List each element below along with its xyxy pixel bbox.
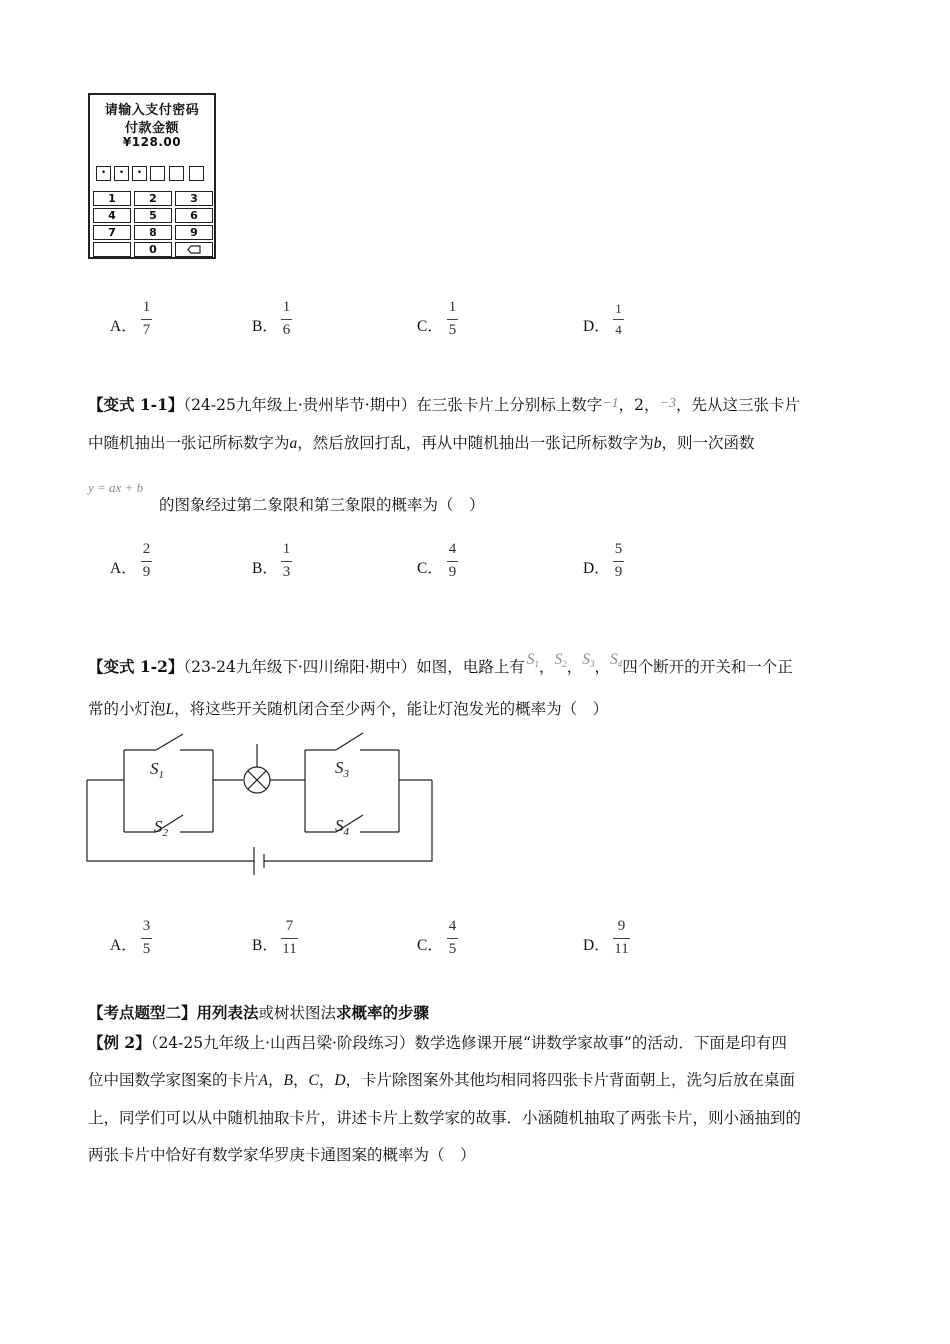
- password-digit-box: •: [132, 166, 147, 181]
- password-digit-box: [189, 166, 204, 181]
- label-s2: $S_2$: [154, 817, 168, 839]
- card-b: B: [283, 1072, 293, 1089]
- switch-index: 3: [589, 659, 595, 669]
- question-text: （24-25九年级上·贵州毕节·期中）在三张卡片上分别标上数字: [183, 396, 603, 414]
- key-3: 3: [175, 191, 213, 206]
- option-d-label: D．: [583, 560, 610, 577]
- option-d-label: D．: [583, 937, 610, 954]
- switch-letter: S: [610, 651, 618, 668]
- question-text: ，将这些开关随机闭合至少两个，能让灯泡发光的概率为（ ）: [174, 700, 609, 718]
- denominator: 4: [615, 322, 622, 337]
- key-4: 4: [93, 208, 131, 223]
- numerator: 9: [617, 918, 626, 934]
- pay-amount-label: 付款金额: [124, 121, 179, 136]
- separator: ，: [538, 658, 555, 676]
- numerator: 7: [285, 918, 294, 934]
- denominator: 5: [448, 941, 457, 957]
- question-text: 位中国数学家图案的卡片: [88, 1071, 259, 1089]
- question-text: ，然后放回打乱，再从中随机抽出一张记所标数字为: [297, 434, 654, 452]
- payment-dialog-figure: [88, 93, 216, 259]
- separator: ，: [318, 1071, 335, 1089]
- section-heading: [88, 1003, 429, 1023]
- key-2: 2: [134, 191, 172, 206]
- key-8: 8: [134, 225, 172, 240]
- variant-1-1-line2: [88, 433, 755, 454]
- option-c-label: C．: [417, 318, 443, 335]
- switch-s4: [610, 650, 622, 674]
- key-0: 0: [134, 242, 172, 257]
- separator: ，: [292, 1071, 309, 1089]
- option-c-label: C．: [417, 560, 443, 577]
- switch-s2: [554, 650, 566, 674]
- denominator: 7: [142, 322, 151, 338]
- numerator: 1: [615, 301, 622, 316]
- card-d: D: [334, 1072, 346, 1089]
- option-b-label: B．: [252, 937, 278, 954]
- option-d-label: D．: [583, 318, 610, 335]
- key-1: 1: [93, 191, 131, 206]
- key-blank: [93, 242, 131, 257]
- variable-L: L: [165, 701, 175, 718]
- option-b-fraction: [281, 541, 292, 581]
- separator: ，: [566, 658, 583, 676]
- option-b-label: B．: [252, 560, 278, 577]
- switch-index: 2: [562, 659, 567, 669]
- option-a-fraction: [141, 541, 152, 581]
- example-2-line3: 上，同学们可以从中随机抽取卡片，讲述卡片上数学家的故事．小涵随机抽取了两张卡片，则小涵抽到的: [88, 1109, 802, 1127]
- denominator: 9: [614, 564, 623, 580]
- key-9: 9: [175, 225, 213, 240]
- switch-letter: S: [554, 651, 563, 668]
- variant-1-1-line1: [88, 394, 800, 415]
- option-c-fraction: [447, 541, 458, 581]
- key-7: 7: [93, 225, 131, 240]
- numerator: 4: [448, 541, 457, 557]
- numerator: 1: [448, 299, 457, 315]
- option-b-fraction: [281, 918, 298, 958]
- option-d-fraction: [613, 918, 630, 958]
- function-formula: y = ax + b: [88, 480, 144, 495]
- variable-b: b: [653, 435, 662, 452]
- switch-s1: [527, 650, 539, 674]
- denominator: 11: [614, 941, 629, 957]
- separator: ，2，: [618, 396, 660, 414]
- question-text: 中随机抽出一张记所标数字为: [88, 434, 290, 452]
- option-b-fraction: [281, 299, 292, 339]
- separator: ，: [267, 1071, 284, 1089]
- variant-1-2-line1: [88, 650, 793, 677]
- separator: ，: [594, 658, 610, 676]
- question-text: 常的小灯泡: [88, 700, 166, 718]
- heading-part: 【考点题型二】用列表法: [88, 1003, 259, 1022]
- denominator: 6: [282, 322, 291, 338]
- label-s3: $S_3$: [335, 758, 349, 780]
- option-a-label: A．: [110, 560, 137, 577]
- number-neg1: −1: [602, 396, 619, 411]
- password-digit-box: [150, 166, 165, 181]
- variant-1-1-line3: 的图象经过第二象限和第三象限的概率为（ ）: [159, 496, 485, 514]
- question-text: （23-24九年级下·四川绵阳·期中）如图，电路上有: [183, 658, 525, 676]
- option-c-fraction: [447, 299, 458, 339]
- denominator: 5: [448, 322, 457, 338]
- numerator: 4: [448, 918, 457, 934]
- label-s1: $S_1$: [150, 759, 164, 781]
- variable-a: a: [289, 435, 298, 452]
- switch-s3: [582, 650, 594, 674]
- question-text: ，则一次函数: [661, 434, 755, 452]
- number-neg3: −3: [659, 396, 676, 411]
- pay-amount: ¥128.00: [122, 135, 182, 149]
- example-2-line1: [88, 1033, 787, 1053]
- switch-index: 1: [534, 659, 539, 669]
- key-5: 5: [134, 208, 172, 223]
- variant-tag: 【变式 1-1】: [88, 395, 184, 414]
- option-d-fraction: [613, 301, 624, 337]
- option-c-label: C．: [417, 937, 443, 954]
- denominator: 9: [142, 564, 151, 580]
- variant-tag: 【变式 1-2】: [88, 657, 184, 676]
- heading-part: 求概率的步骤: [336, 1003, 430, 1022]
- option-a-label: A．: [110, 937, 137, 954]
- heading-part: 或树状图法: [258, 1004, 337, 1022]
- question-text: ，卡片除图案外其他均相同将四张卡片背面朝上，洗匀后放在桌面: [345, 1071, 796, 1089]
- denominator: 11: [282, 941, 297, 957]
- password-digit-box: •: [114, 166, 129, 181]
- option-a-fraction: [141, 918, 152, 958]
- password-digit-box: •: [96, 166, 111, 181]
- example-tag: 【例 2】: [88, 1033, 151, 1052]
- example-2-line2: [88, 1070, 795, 1091]
- denominator: 5: [142, 941, 151, 957]
- numerator: 3: [142, 918, 151, 934]
- option-a-label: A．: [110, 318, 137, 335]
- switch-letter: S: [526, 651, 535, 668]
- card-a: A: [258, 1072, 268, 1089]
- card-c: C: [308, 1072, 319, 1089]
- numerator: 1: [282, 541, 291, 557]
- question-text: （24-25九年级上·山西吕梁·阶段练习）数学选修课开展“讲数学家故事”的活动．下面是印有四: [150, 1034, 787, 1052]
- denominator: 3: [282, 564, 291, 580]
- backspace-icon: [187, 245, 201, 254]
- pay-title: 请输入支付密码: [104, 103, 200, 118]
- example-2-line4: 两张卡片中恰好有数学家华罗庚卡通图案的概率为（ ）: [88, 1146, 476, 1164]
- switch-letter: S: [582, 651, 590, 668]
- label-s4: $S_4$: [335, 816, 349, 838]
- option-b-label: B．: [252, 318, 278, 335]
- numerator: 2: [142, 541, 151, 557]
- numerator: 5: [614, 541, 623, 557]
- numerator: 1: [282, 299, 291, 315]
- option-d-fraction: [613, 541, 624, 581]
- option-c-fraction: [447, 918, 458, 958]
- circuit-diagram: [80, 728, 440, 888]
- key-6: 6: [175, 208, 213, 223]
- switch-index: 4: [617, 659, 623, 669]
- key-backspace: [175, 242, 213, 257]
- numerator: 1: [142, 299, 151, 315]
- password-digit-box: [169, 166, 184, 181]
- variant-1-2-line2: [88, 699, 608, 720]
- question-text: 四个断开的开关和一个正: [622, 658, 793, 676]
- option-a-fraction: [141, 299, 152, 339]
- question-text: ，先从这三张卡片: [675, 396, 800, 414]
- denominator: 9: [448, 564, 457, 580]
